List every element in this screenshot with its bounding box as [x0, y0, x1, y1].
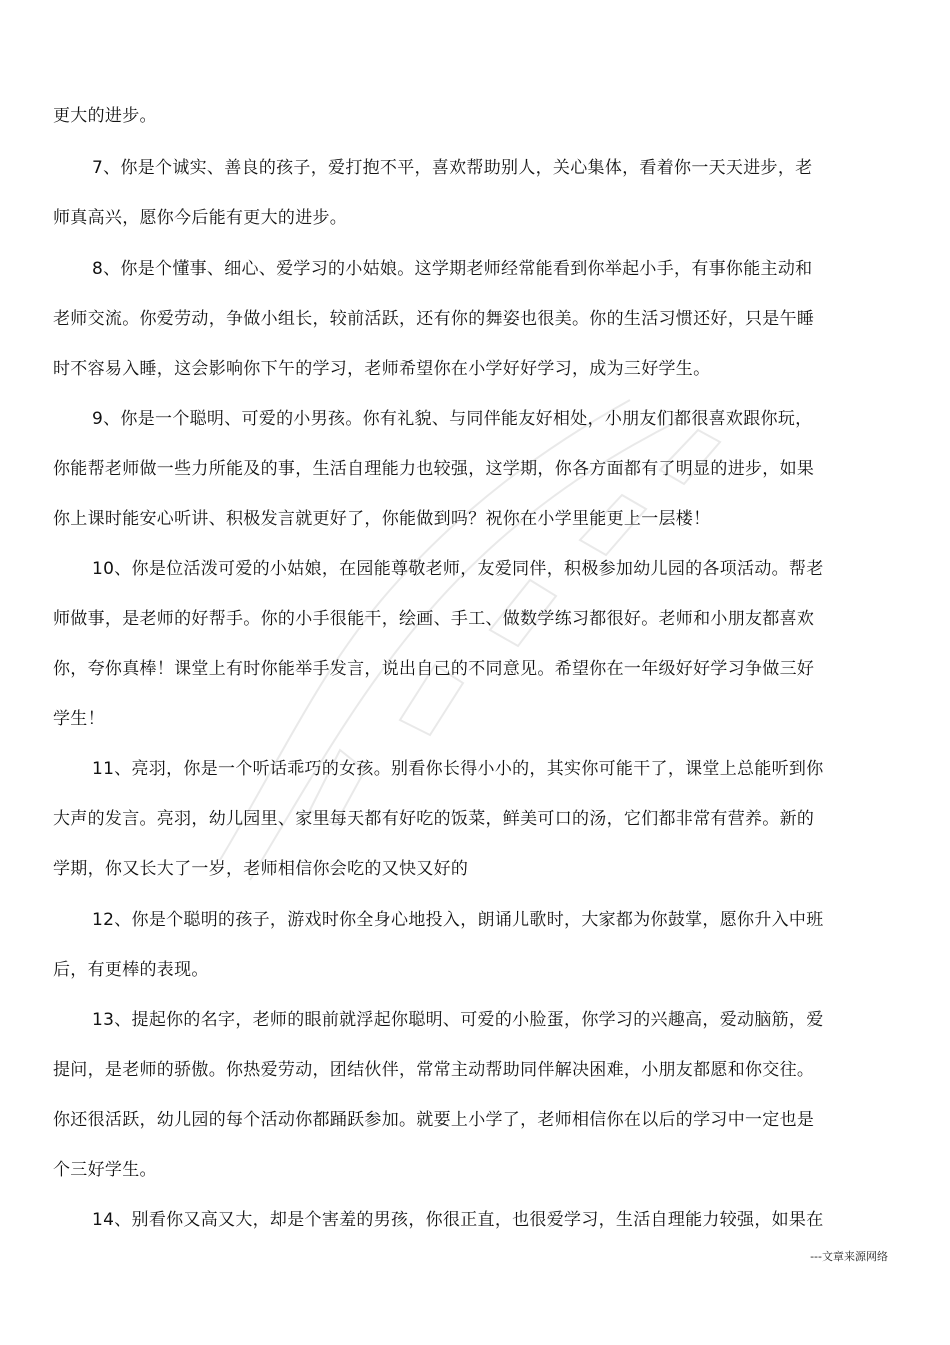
text-line: 更大的进步。: [53, 106, 157, 126]
paragraph-13-line-1: 13、提起你的名字，老师的眼前就浮起你聪明、可爱的小脸蛋，你学习的兴趣高，爱动脑筋，爱: [92, 1010, 824, 1030]
paragraph-8-line-2: 老师交流。你爱劳动，争做小组长，较前活跃，还有你的舞姿也很美。你的生活习惯还好，只是午睡: [53, 309, 815, 329]
paragraph-10-line-2: 师做事，是老师的好帮手。你的小手很能干，绘画、手工、做数学练习都很好。老师和小朋友都喜欢: [53, 609, 815, 629]
paragraph-10-line-1: 10、你是位活泼可爱的小姑娘，在园能尊敬老师，友爱同伴，积极参加幼儿园的各项活动。帮老: [92, 559, 824, 579]
paragraph-7-line-1: 7、你是个诚实、善良的孩子，爱打抱不平，喜欢帮助别人，关心集体，看着你一天天进步，老: [92, 158, 813, 178]
paragraph-14-line-1: 14、别看你又高又大，却是个害羞的男孩，你很正直，也很爱学习，生活自理能力较强，如果在: [92, 1210, 824, 1230]
paragraph-9-line-1: 9、你是一个聪明、可爱的小男孩。你有礼貌、与同伴能友好相处，小朋友们都很喜欢跟你玩，: [92, 409, 813, 429]
paragraph-12-line-2: 后，有更棒的表现。: [53, 960, 209, 980]
source-footer: ---文章来源网络: [810, 1250, 888, 1263]
paragraph-10-line-3: 你，夸你真棒！课堂上有时你能举手发言，说出自己的不同意见。希望你在一年级好好学习争做三好: [53, 659, 815, 679]
paragraph-13-line-3: 你还很活跃，幼儿园的每个活动你都踊跃参加。就要上小学了，老师相信你在以后的学习中一定也是: [53, 1110, 815, 1130]
paragraph-10-line-4: 学生！: [53, 709, 105, 729]
paragraph-8-line-3: 时不容易入睡，这会影响你下午的学习，老师希望你在小学好好学习，成为三好学生。: [53, 359, 711, 379]
paragraph-12-line-1: 12、你是个聪明的孩子，游戏时你全身心地投入，朗诵儿歌时，大家都为你鼓掌，愿你升入中班: [92, 910, 824, 930]
paragraph-11-line-1: 11、亮羽，你是一个听话乖巧的女孩。别看你长得小小的，其实你可能干了，课堂上总能听到你: [92, 759, 824, 779]
paragraph-9-line-2: 你能帮老师做一些力所能及的事，生活自理能力也较强，这学期，你各方面都有了明显的进步，如果: [53, 459, 815, 479]
paragraph-11-line-3: 学期，你又长大了一岁，老师相信你会吃的又快又好的: [53, 859, 469, 879]
paragraph-13-line-2: 提问，是老师的骄傲。你热爱劳动，团结伙伴，常常主动帮助同伴解决困难，小朋友都愿和你交往。: [53, 1060, 815, 1080]
paragraph-9-line-3: 你上课时能安心听讲、积极发言就更好了，你能做到吗？祝你在小学里能更上一层楼！: [53, 509, 711, 529]
paragraph-8-line-1: 8、你是个懂事、细心、爱学习的小姑娘。这学期老师经常能看到你举起小手，有事你能主动和: [92, 259, 813, 279]
paragraph-13-line-4: 个三好学生。: [53, 1160, 157, 1180]
paragraph-7-line-2: 师真高兴，愿你今后能有更大的进步。: [53, 208, 348, 228]
paragraph-11-line-2: 大声的发言。亮羽，幼儿园里、家里每天都有好吃的饭菜，鲜美可口的汤，它们都非常有营养。新的: [53, 809, 815, 829]
